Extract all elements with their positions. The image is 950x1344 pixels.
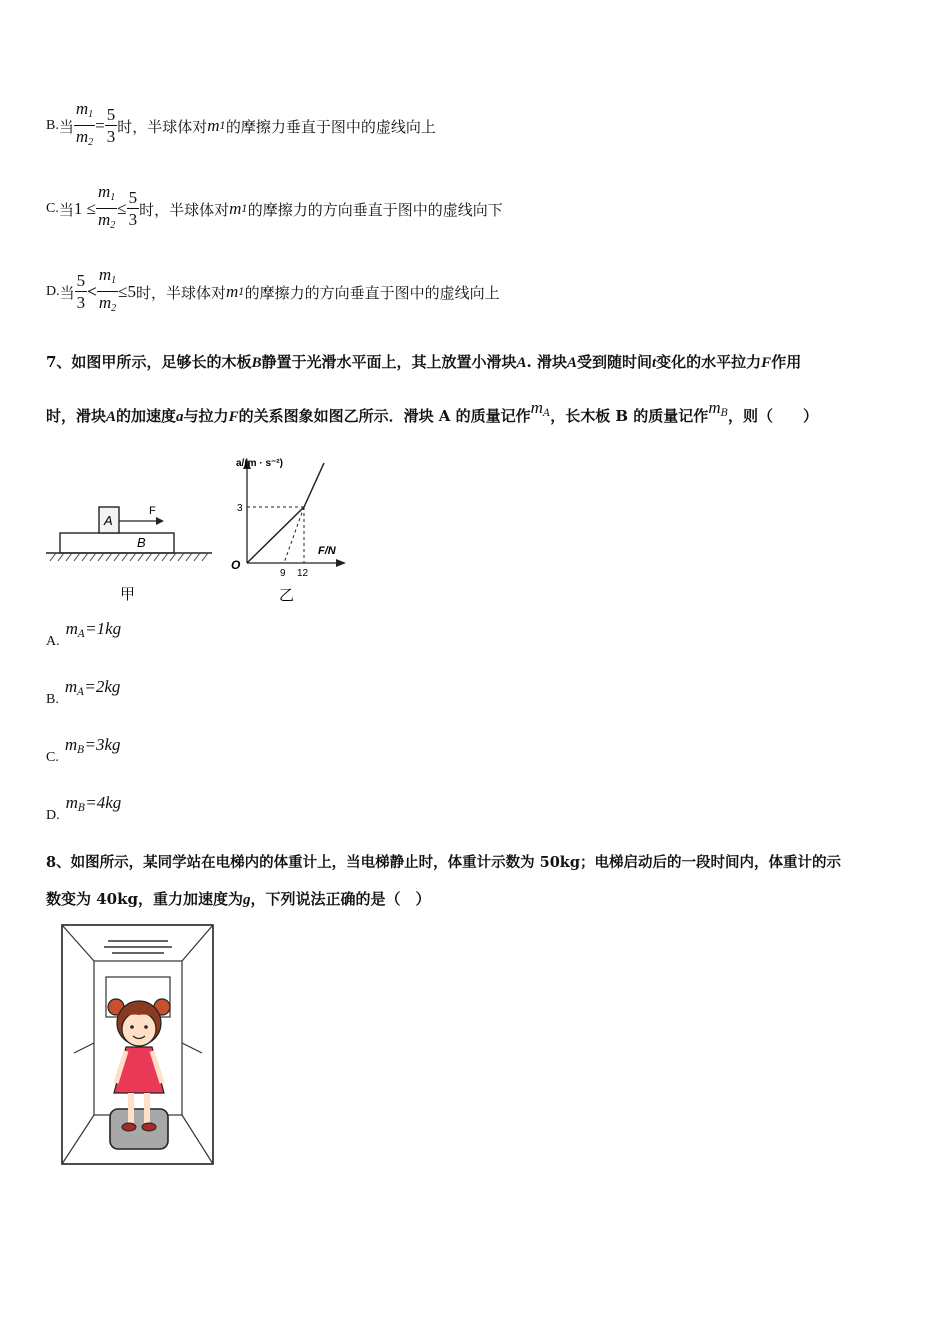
q8-text-line1: 8、如图所示，某同学站在电梯内的体重计上，当电梯静止时，体重计示数为 50kg；电梯启动后的一段时间内，体重计的示 [46, 854, 841, 871]
svg-text:F/N: F/N [318, 545, 336, 557]
fraction-m1-m2: $\frac{m_1}{m_2}$ [98, 264, 117, 314]
elevator-illustration [60, 923, 216, 1167]
ground-hatch [50, 553, 208, 561]
svg-text:A: A [104, 513, 113, 528]
q8-text-line2: 数变为 40kg，重力加速度为g，下列说法正确的是（ ） [46, 890, 431, 908]
figure-jia [44, 495, 216, 610]
svg-text:3: 3 [237, 503, 243, 514]
svg-text:乙: 乙 [279, 587, 295, 604]
weight-scale [110, 1109, 168, 1149]
prev-option-c: C. 当 1 ≤ $\frac{m_1}{m_2}$ ≤ $\frac{5}{3}$ 时，半球体对 m 1 的摩擦力的方向垂直于图中的虚线向下 [46, 183, 503, 235]
prev-option-d: D. 当 $\frac{5}{3}$ < $\frac{m_1}{m_2}$ ≤5 时，半球体对 m 1 的摩擦力的方向垂直于图中的虚线向上 [46, 266, 500, 318]
graph-line-2 [304, 463, 324, 507]
q7-option-a[interactable]: A. $m_A=1kg$ [46, 619, 122, 649]
svg-text:B: B [137, 535, 146, 550]
fraction-m1-m2: $\frac{m_1}{m_2}$ [75, 98, 94, 148]
svg-text:O: O [231, 558, 241, 572]
svg-text:F: F [149, 505, 156, 517]
fraction-5-3: $\frac{5}{3}$ [106, 104, 116, 146]
fraction-5-3: $\frac{5}{3}$ [128, 187, 138, 229]
figure-yi [226, 453, 356, 608]
prev-option-b: B. 当 $\frac{m_1}{m_2}$ = $\frac{5}{3}$ 时，半球体对 m 1 的摩擦力垂直于图中的虚线向上 [46, 100, 436, 152]
dashed-extension [284, 507, 304, 563]
svg-text:甲: 甲 [120, 586, 136, 603]
svg-text:9: 9 [280, 568, 286, 579]
arrow-head-icon [336, 559, 346, 567]
q7-text-line1: 7、如图甲所示，足够长的木板B静置于光滑水平面上，其上放置小滑块A. 滑块A受到随时间t变化的水平拉力F作用 [46, 353, 802, 371]
svg-text:a/(m · s⁻²): a/(m · s⁻²) [236, 458, 283, 469]
fraction-m1-m2: $\frac{m_1}{m_2}$ [97, 181, 116, 231]
q7-option-c[interactable]: C. $m_B=3kg$ [46, 735, 121, 765]
graph-line-1 [247, 507, 304, 563]
q7-option-d[interactable]: D. $m_B=4kg$ [46, 793, 122, 823]
fraction-5-3: $\frac{5}{3}$ [76, 270, 86, 312]
q7-option-b[interactable]: B. $m_A=2kg$ [46, 677, 121, 707]
arrow-head-icon [156, 517, 164, 525]
svg-text:12: 12 [297, 568, 309, 579]
q7-text-line2: 时，滑块A的加速度a与拉力F的关系图象如图乙所示．滑块 A 的质量记作$m_A$，长木板 B 的质量记作$m_B$，则（ ） [46, 398, 818, 425]
board-b [60, 533, 174, 553]
